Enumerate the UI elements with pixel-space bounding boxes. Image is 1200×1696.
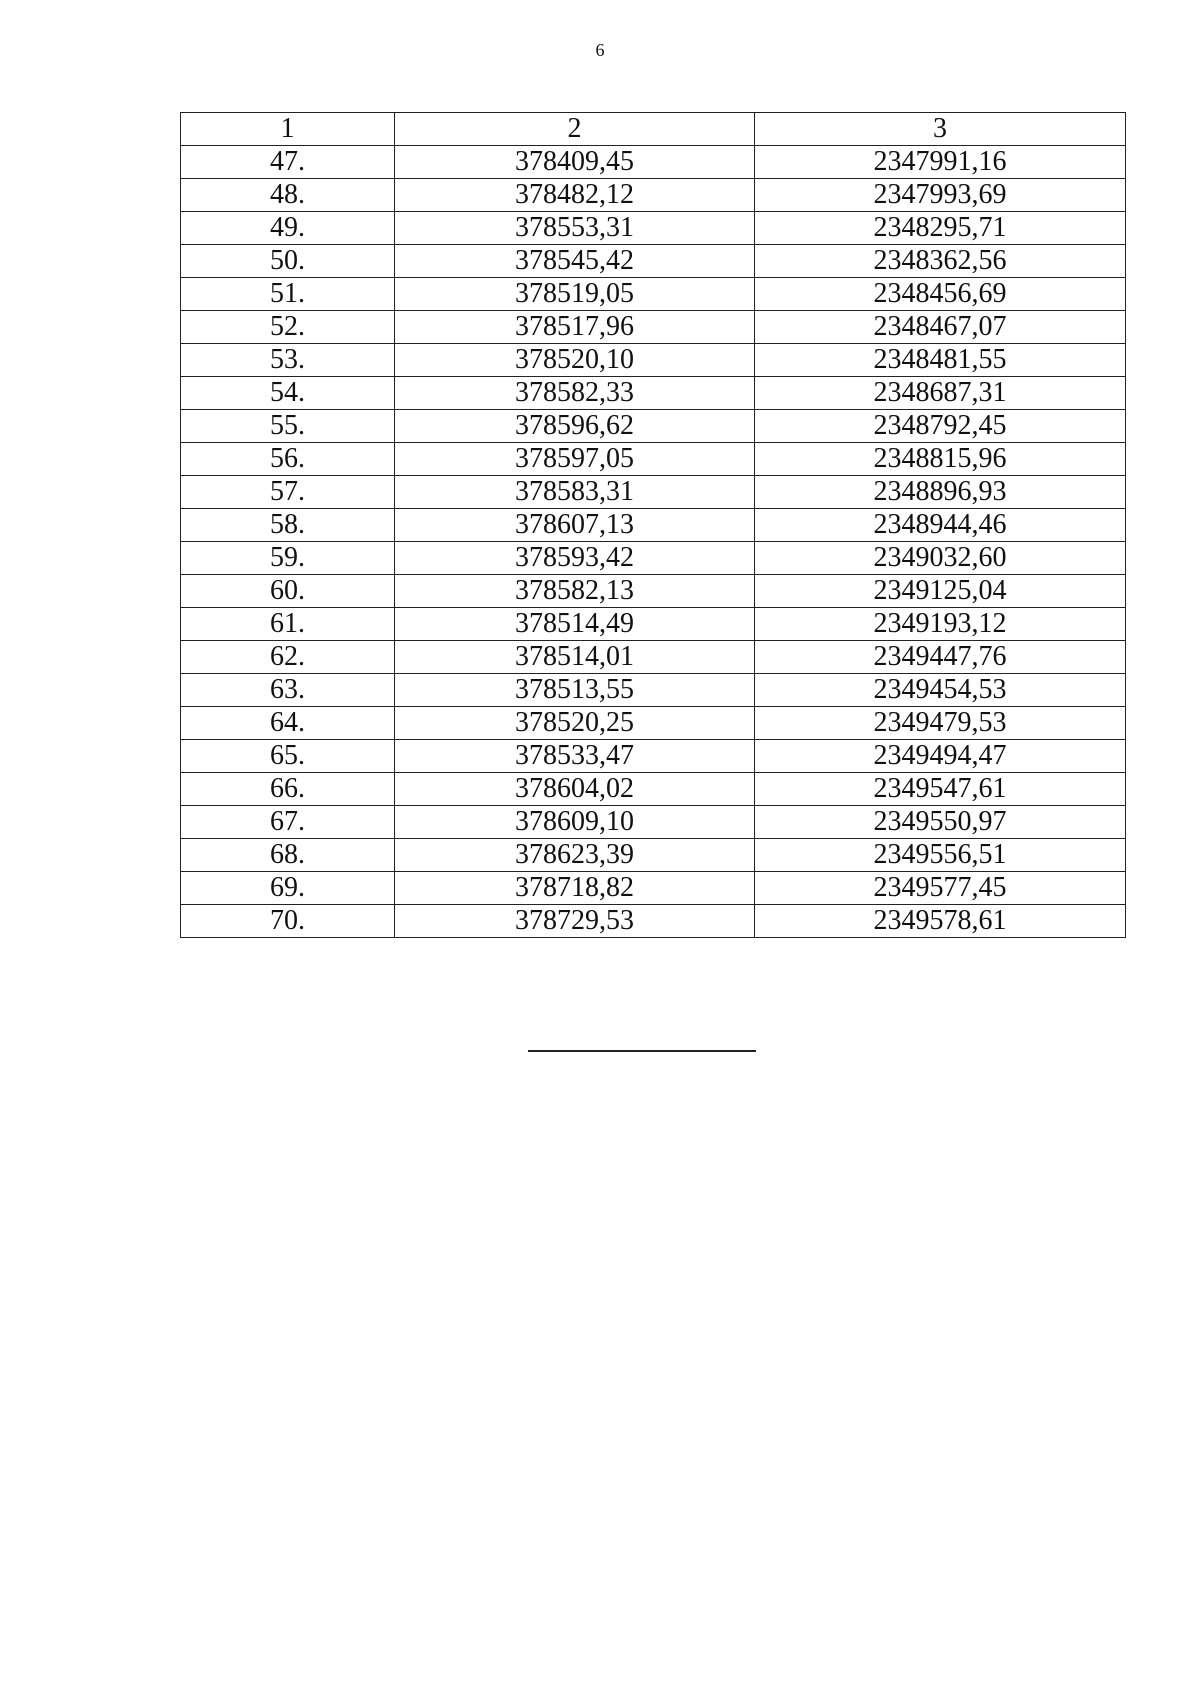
y-coordinate-cell: 2349494,47 — [755, 740, 1126, 773]
table-row — [181, 905, 1126, 938]
table-row — [181, 443, 1126, 476]
table-row — [181, 707, 1126, 740]
point-number-cell: 65. — [181, 740, 395, 773]
point-number-cell: 50. — [181, 245, 395, 278]
table-row — [181, 344, 1126, 377]
x-coordinate-cell: 378520,10 — [395, 344, 755, 377]
point-number-cell: 60. — [181, 575, 395, 608]
y-coordinate-cell: 2348295,71 — [755, 212, 1126, 245]
y-coordinate-cell: 2349447,76 — [755, 641, 1126, 674]
point-number-cell: 62. — [181, 641, 395, 674]
x-coordinate-cell: 378623,39 — [395, 839, 755, 872]
y-coordinate-cell: 2349479,53 — [755, 707, 1126, 740]
point-number-cell: 48. — [181, 179, 395, 212]
x-coordinate-cell: 378607,13 — [395, 509, 755, 542]
table-row — [181, 212, 1126, 245]
x-coordinate-cell: 378597,05 — [395, 443, 755, 476]
table-row — [181, 311, 1126, 344]
table-row — [181, 146, 1126, 179]
y-coordinate-cell: 2349578,61 — [755, 905, 1126, 938]
x-coordinate-cell: 378513,55 — [395, 674, 755, 707]
y-coordinate-cell: 2348362,56 — [755, 245, 1126, 278]
x-coordinate-cell: 378582,33 — [395, 377, 755, 410]
y-coordinate-cell: 2348467,07 — [755, 311, 1126, 344]
y-coordinate-cell: 2349032,60 — [755, 542, 1126, 575]
y-coordinate-cell: 2349547,61 — [755, 773, 1126, 806]
y-coordinate-cell: 2348687,31 — [755, 377, 1126, 410]
y-coordinate-cell: 2348896,93 — [755, 476, 1126, 509]
point-number-cell: 64. — [181, 707, 395, 740]
point-number-cell: 51. — [181, 278, 395, 311]
table-row — [181, 872, 1126, 905]
x-coordinate-cell: 378517,96 — [395, 311, 755, 344]
point-number-cell: 49. — [181, 212, 395, 245]
y-coordinate-cell: 2347991,16 — [755, 146, 1126, 179]
point-number-cell: 66. — [181, 773, 395, 806]
y-coordinate-cell: 2349550,97 — [755, 806, 1126, 839]
point-number-cell: 68. — [181, 839, 395, 872]
y-coordinate-cell: 2349125,04 — [755, 575, 1126, 608]
closing-separator-line — [528, 1050, 756, 1052]
table-row — [181, 674, 1126, 707]
x-coordinate-cell: 378583,31 — [395, 476, 755, 509]
x-coordinate-cell: 378729,53 — [395, 905, 755, 938]
y-coordinate-cell: 2349556,51 — [755, 839, 1126, 872]
column-header-1: 1 — [181, 113, 395, 146]
table-row — [181, 278, 1126, 311]
point-number-cell: 57. — [181, 476, 395, 509]
page-number: 6 — [595, 40, 605, 60]
x-coordinate-cell: 378593,42 — [395, 542, 755, 575]
point-number-cell: 54. — [181, 377, 395, 410]
coordinates-table — [180, 112, 1126, 938]
x-coordinate-cell: 378553,31 — [395, 212, 755, 245]
x-coordinate-cell: 378596,62 — [395, 410, 755, 443]
y-coordinate-cell: 2349454,53 — [755, 674, 1126, 707]
table-row — [181, 806, 1126, 839]
header-row — [181, 113, 1126, 146]
point-number-cell: 53. — [181, 344, 395, 377]
column-header-2: 2 — [395, 113, 755, 146]
y-coordinate-cell: 2348944,46 — [755, 509, 1126, 542]
table-row — [181, 377, 1126, 410]
point-number-cell: 56. — [181, 443, 395, 476]
table-row — [181, 245, 1126, 278]
table-row — [181, 410, 1126, 443]
point-number-cell: 63. — [181, 674, 395, 707]
x-coordinate-cell: 378514,49 — [395, 608, 755, 641]
y-coordinate-cell: 2348792,45 — [755, 410, 1126, 443]
table-row — [181, 179, 1126, 212]
table-row — [181, 839, 1126, 872]
y-coordinate-cell: 2348815,96 — [755, 443, 1126, 476]
table-row — [181, 740, 1126, 773]
y-coordinate-cell: 2349577,45 — [755, 872, 1126, 905]
x-coordinate-cell: 378519,05 — [395, 278, 755, 311]
table-row — [181, 641, 1126, 674]
table-row — [181, 509, 1126, 542]
x-coordinate-cell: 378409,45 — [395, 146, 755, 179]
point-number-cell: 52. — [181, 311, 395, 344]
table-row — [181, 773, 1126, 806]
table-row — [181, 608, 1126, 641]
x-coordinate-cell: 378533,47 — [395, 740, 755, 773]
point-number-cell: 67. — [181, 806, 395, 839]
point-number-cell: 70. — [181, 905, 395, 938]
x-coordinate-cell: 378520,25 — [395, 707, 755, 740]
x-coordinate-cell: 378514,01 — [395, 641, 755, 674]
point-number-cell: 58. — [181, 509, 395, 542]
point-number-cell: 61. — [181, 608, 395, 641]
point-number-cell: 59. — [181, 542, 395, 575]
y-coordinate-cell: 2348481,55 — [755, 344, 1126, 377]
y-coordinate-cell: 2348456,69 — [755, 278, 1126, 311]
point-number-cell: 47. — [181, 146, 395, 179]
table-row — [181, 476, 1126, 509]
x-coordinate-cell: 378545,42 — [395, 245, 755, 278]
column-header-3: 3 — [755, 113, 1126, 146]
x-coordinate-cell: 378609,10 — [395, 806, 755, 839]
x-coordinate-cell: 378718,82 — [395, 872, 755, 905]
table-row — [181, 575, 1126, 608]
x-coordinate-cell: 378604,02 — [395, 773, 755, 806]
point-number-cell: 55. — [181, 410, 395, 443]
table-header — [181, 113, 1126, 146]
y-coordinate-cell: 2347993,69 — [755, 179, 1126, 212]
x-coordinate-cell: 378482,12 — [395, 179, 755, 212]
table-row — [181, 542, 1126, 575]
y-coordinate-cell: 2349193,12 — [755, 608, 1126, 641]
x-coordinate-cell: 378582,13 — [395, 575, 755, 608]
table-body — [181, 146, 1126, 938]
point-number-cell: 69. — [181, 872, 395, 905]
